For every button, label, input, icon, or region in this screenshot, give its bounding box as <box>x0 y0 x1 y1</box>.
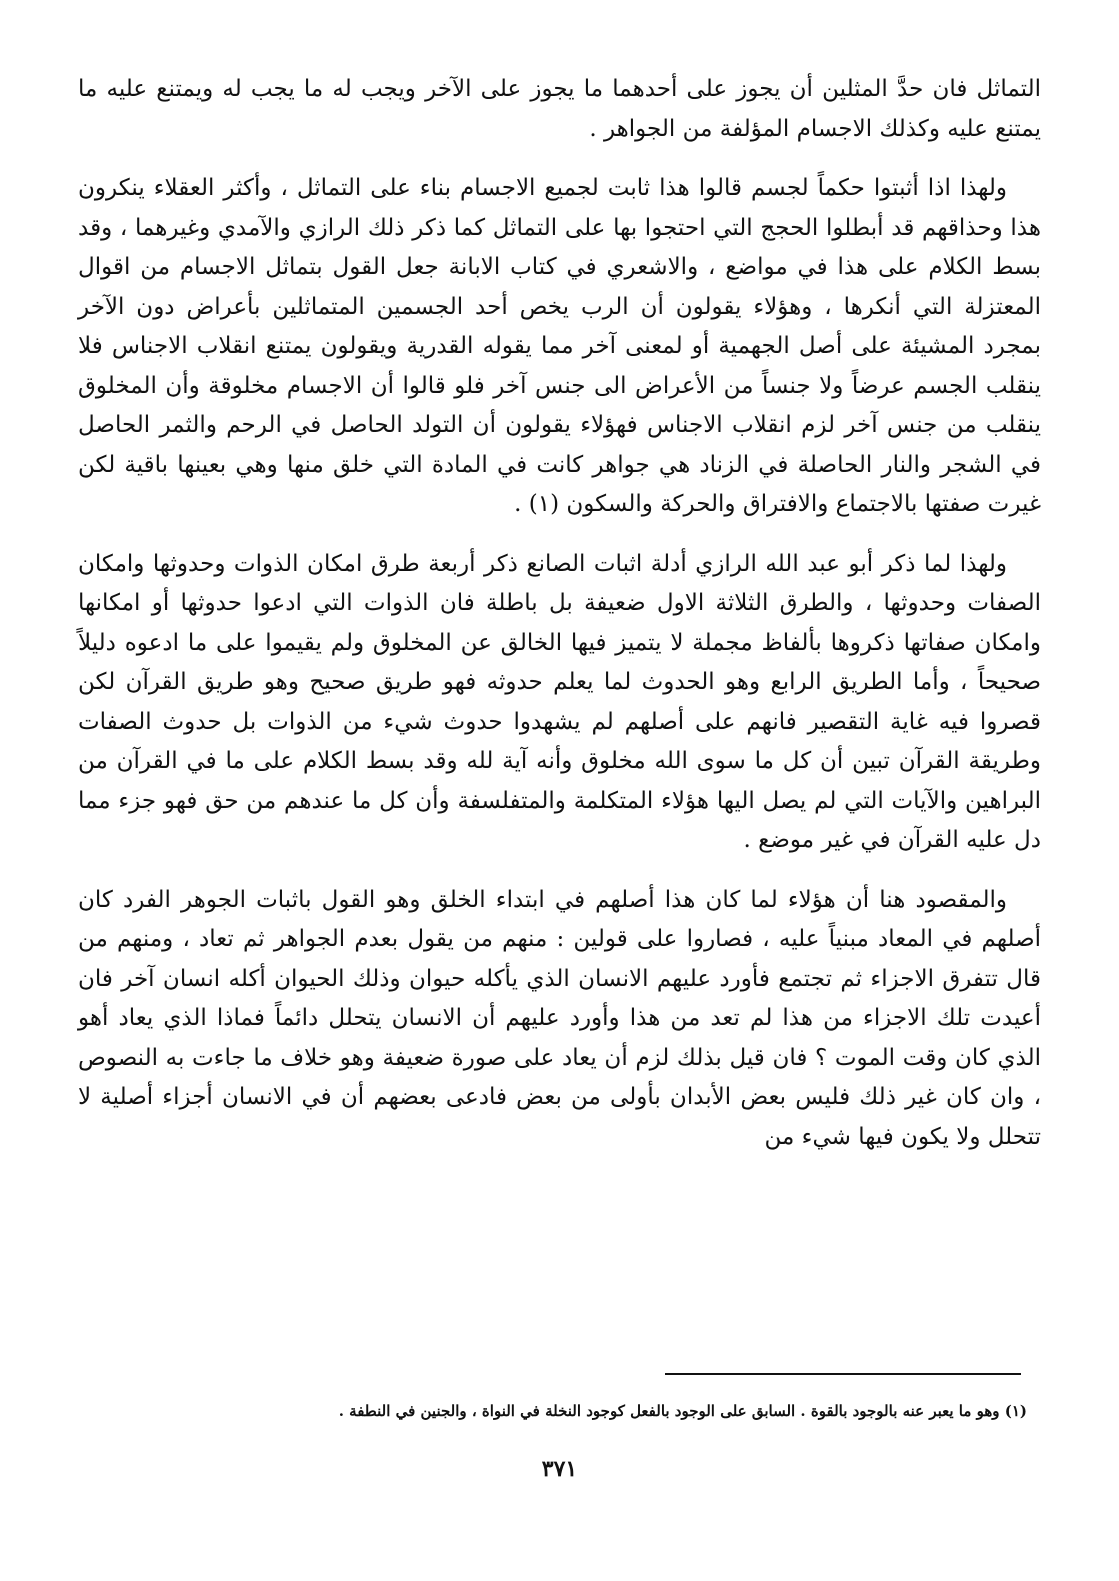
paragraph-1: التماثل فان حدَّ المثلين أن يجوز على أحدهما ما يجوز على الآخر ويجب له ما يجب له ويمتنع عليه ما يمتنع عليه وكذلك الاجسام المؤلفة من الجواهر . <box>78 76 1041 142</box>
footnote-divider <box>665 1373 1021 1375</box>
paragraph-2: ولهذا اذا أثبتوا حكماً لجسم قالوا هذا ثابت لجميع الاجسام بناء على التماثل ، وأكثر العقلاء ينكرون هذا وحذاقهم قد أبطلوا الحجج التي احتجوا بها على التماثل كما ذكر ذلك الرازي والآمدي وغيرهما ، وقد بسط الكلام على هذا في مواضع ، والاشعري في كتاب الابانة جعل القول بتماثل الاجسام من اقوال المعتزلة التي أنكرها ، وهؤلاء يقولون أن الرب يخص أحد الجسمين المتماثلين بأعراض دون الآخر بمجرد المشيئة على أصل الجهمية أو لمعنى آخر مما يقوله القدرية ويقولون يمتنع انقلاب الاجناس فلا ينقلب الجسم عرضاً ولا جنساً من الأعراض الى جنس آخر فلو قالوا أن الاجسام مخلوقة وأن المخلوق ينقلب من جنس آخر لزم انقلاب الاجناس فهؤلاء يقولون أن التولد الحاصل في الرحم والثمر الحاصل في الشجر والنار الحاصلة في الزناد هي جواهر كانت في المادة التي خلق منها وهي بعينها باقية لكن غيرت صفتها بالاجتماع والافتراق والحركة والسكون (١) . <box>78 175 1041 517</box>
paragraph-3: ولهذا لما ذكر أبو عبد الله الرازي أدلة اثبات الصانع ذكر أربعة طرق امكان الذوات وحدوثها وامكان الصفات وحدوثها ، والطرق الثلاثة الاول ضعيفة بل باطلة فان الذوات التي ادعوا حدوثها أو امكانها وامكان صفاتها ذكروها بألفاظ مجملة لا يتميز فيها الخالق عن المخلوق ولم يقيموا على ما ادعوه دليلاً صحيحاً ، وأما الطريق الرابع وهو الحدوث لما يعلم حدوثه فهو طريق صحيح وهو طريق القرآن لكن قصروا فيه غاية التقصير فانهم على أصلهم لم يشهدوا حدوث شيء من الذوات بل حدوث الصفات وطريقة القرآن تبين أن كل ما سوى الله مخلوق وأنه آية لله وقد بسط الكلام على ما في القرآن من البراهين والآيات التي لم يصل اليها هؤلاء المتكلمة والمتفلسفة وأن كل ما عندهم من حق فهو جزء مما دل عليه القرآن في غير موضع . <box>78 550 1041 853</box>
footnote: (١) وهو ما يعبر عنه بالوجود بالقوة . السابق على الوجود بالفعل كوجود النخلة في النواة ، والجنين في النطفة . <box>338 1402 1027 1420</box>
page-number: ٣٧١ <box>541 1456 578 1482</box>
main-text <box>78 70 1041 1157</box>
paragraph-4: والمقصود هنا أن هؤلاء لما كان هذا أصلهم في ابتداء الخلق وهو القول باثبات الجوهر الفرد كان أصلهم في المعاد مبنياً عليه ، فصاروا على قولين : منهم من يقول بعدم الجواهر ثم تعاد ، ومنهم من قال تتفرق الاجزاء ثم تجتمع فأورد عليهم الانسان الذي يأكله حيوان وذلك الحيوان أكله انسان آخر فان أعيدت تلك الاجزاء من هذا لم تعد من هذا وأورد عليهم أن الانسان يتحلل دائماً فماذا الذي يعاد أهو الذي كان وقت الموت ؟ فان قيل بذلك لزم أن يعاد على صورة ضعيفة وهو خلاف ما جاءت به النصوص ، وان كان غير ذلك فليس بعض الأبدان بأولى من بعض فادعى بعضهم أن في الانسان أجزاء أصلية لا تتحلل ولا يكون فيها شيء من <box>78 886 1041 1150</box>
